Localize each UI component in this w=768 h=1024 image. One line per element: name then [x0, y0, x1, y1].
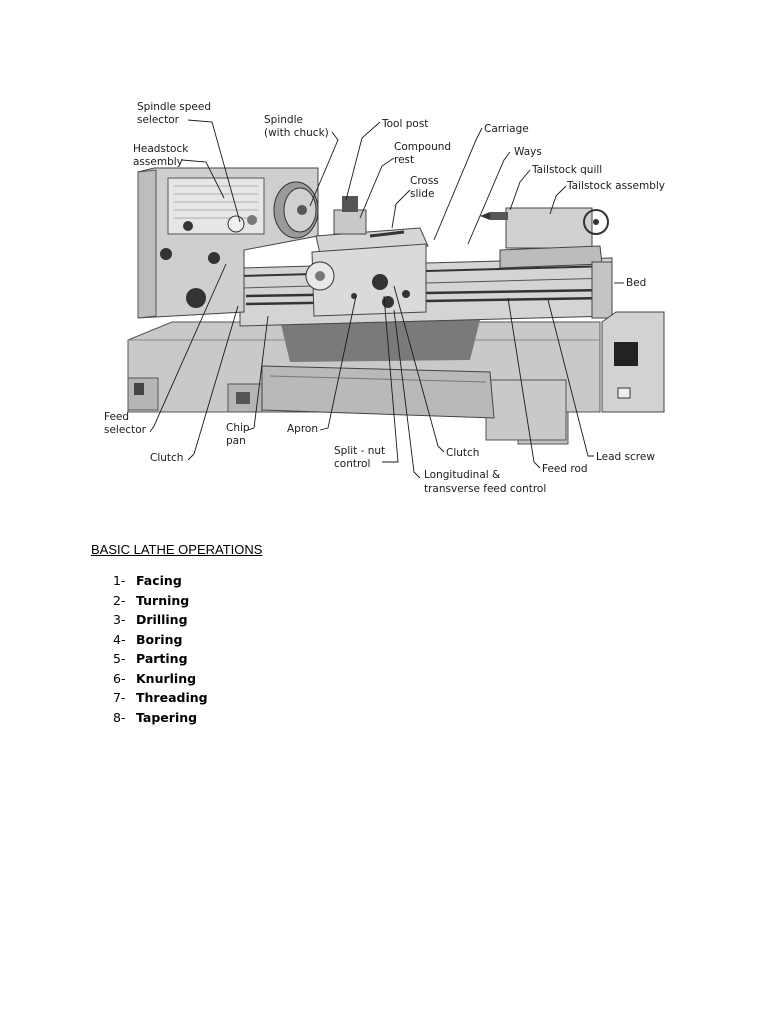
operation-name: Drilling — [136, 612, 188, 627]
label-longitudinal-feed-control: Longitudinal & — [424, 469, 501, 481]
lathe-illustration — [128, 168, 664, 444]
item-number: 1- — [113, 573, 126, 588]
label-cross-slide-2: slide — [410, 188, 435, 200]
label-ways: Ways — [514, 146, 542, 158]
item-number: 4- — [113, 631, 126, 647]
label-feed-rod: Feed rod — [542, 463, 588, 475]
section-heading: BASIC LATHE OPERATIONS — [91, 542, 263, 557]
label-spindle-speed-selector-2: selector — [137, 114, 179, 126]
label-headstock-assembly: Headstock — [133, 143, 189, 155]
label-carriage: Carriage — [484, 123, 529, 135]
list-item — [113, 571, 208, 591]
label-compound-rest: Compound — [394, 141, 452, 153]
label-feed-selector-2: selector — [104, 424, 146, 436]
lathe-diagram-figure — [96, 92, 672, 502]
list-item — [113, 649, 208, 669]
item-number: 6- — [113, 670, 126, 686]
item-number: 8- — [113, 709, 126, 725]
label-spindle-2: (with chuck) — [264, 127, 329, 139]
lathe-diagram — [96, 92, 672, 502]
list-item — [113, 669, 208, 689]
label-spindle: Spindle — [264, 114, 303, 126]
label-clutch-left: Clutch — [150, 452, 184, 464]
item-number: 3- — [113, 612, 126, 627]
item-number: 7- — [113, 690, 126, 705]
label-headstock-assembly-2: assembly — [133, 156, 183, 168]
item-number: 2- — [113, 592, 126, 608]
list-item — [113, 610, 208, 630]
list-item — [113, 630, 208, 650]
operation-name: Parting — [136, 651, 188, 666]
label-cross-slide: Cross — [410, 175, 439, 187]
label-feed-selector: Feed — [104, 411, 130, 423]
label-spindle-speed-selector: Spindle speed — [137, 101, 212, 113]
operation-name: Boring — [136, 631, 183, 647]
label-lead-screw: Lead screw — [596, 451, 655, 463]
list-item — [113, 708, 208, 728]
label-chip-pan: Chip — [226, 422, 250, 434]
item-number: 5- — [113, 651, 126, 666]
label-clutch-right: Clutch — [446, 447, 480, 459]
operation-name: Turning — [136, 592, 190, 608]
list-item — [113, 688, 208, 708]
list-item — [113, 591, 208, 611]
operations-list — [113, 571, 208, 727]
operation-name: Tapering — [136, 709, 198, 725]
label-apron: Apron — [287, 423, 319, 435]
label-tool-post: Tool post — [382, 118, 429, 130]
label-tailstock-quill: Tailstock quill — [532, 164, 603, 176]
label-compound-rest-2: rest — [394, 154, 415, 166]
operation-name: Threading — [136, 690, 208, 705]
label-split-nut-control-2: control — [334, 458, 371, 470]
label-chip-pan-2: pan — [226, 435, 246, 447]
label-tailstock-assembly: Tailstock assembly — [567, 180, 666, 192]
operation-name: Knurling — [136, 670, 197, 686]
label-longitudinal-feed-control-2: transverse feed control — [424, 483, 547, 495]
label-bed: Bed — [626, 277, 647, 289]
operation-name: Facing — [136, 573, 182, 588]
label-split-nut-control: Split - nut — [334, 445, 386, 457]
